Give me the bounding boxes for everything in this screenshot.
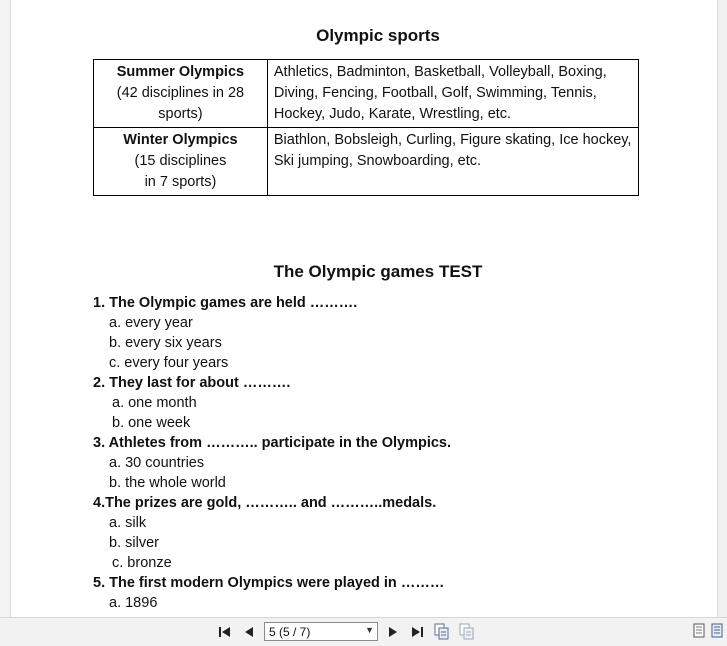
vertical-scrollbar[interactable] (717, 0, 727, 617)
chevron-down-icon: ▼ (365, 625, 374, 635)
answer-option: b. the whole world (109, 475, 226, 491)
sports-list-cell: Biathlon, Bobsleigh, Curling, Figure skating, Ice hockey, Ski jumping, Snowboarding, etc. (267, 128, 638, 196)
answer-option: c. bronze (112, 555, 172, 571)
question: 3. Athletes from ……….. participate in the Olympics. (93, 435, 452, 451)
paste-page-icon[interactable] (459, 623, 473, 640)
document-page (11, 0, 717, 617)
answer-option: b. silver (109, 535, 159, 551)
answer-option: a. 1896 (109, 595, 158, 611)
next-page-icon[interactable] (384, 623, 402, 641)
page-indicator: 5 (5 / 7) (269, 625, 311, 639)
first-page-icon[interactable] (216, 623, 234, 641)
navigation-toolbar (0, 617, 727, 646)
left-margin (0, 0, 11, 617)
previous-page-icon[interactable] (240, 623, 258, 641)
single-page-view-icon[interactable] (693, 623, 707, 640)
question: 1. The Olympic games are held ………. (93, 295, 358, 311)
question: 5. The first modern Olympics were played in ……… (93, 575, 445, 591)
sports-table (93, 59, 639, 196)
question: 4.The prizes are gold, ……….. and ………..medals. (93, 495, 437, 511)
sports-title: Olympic sports (316, 26, 440, 45)
season-detail: sports) (158, 106, 203, 122)
test-title: The Olympic games TEST (273, 262, 483, 281)
season-detail: (42 disciplines in 28 (116, 85, 245, 101)
answer-option: a. one month (112, 395, 197, 411)
season-cell (94, 60, 268, 128)
answer-option: b. every six years (109, 335, 222, 351)
answer-option: a. silk (109, 515, 147, 531)
answer-option: c. every four years (109, 355, 229, 371)
answer-option: a. 30 countries (109, 455, 205, 471)
season-detail: (15 disciplines (134, 153, 227, 169)
answer-option: a. every year (109, 315, 193, 331)
last-page-icon[interactable] (408, 623, 426, 641)
answer-option: b. one week (112, 415, 191, 431)
sports-list-cell: Athletics, Badminton, Basketball, Volleyball, Boxing, Diving, Fencing, Football, Golf, Swimming, Tennis, Hockey, Judo, Karate, Wrestling, etc. (267, 60, 638, 128)
table-row (94, 128, 639, 196)
quiz (93, 293, 653, 613)
two-page-view-icon[interactable] (711, 623, 725, 640)
season-name: Winter Olympics (123, 132, 238, 148)
season-name: Summer Olympics (116, 64, 245, 80)
question: 2. They last for about ………. (93, 375, 291, 391)
table-row (94, 60, 639, 128)
season-cell (94, 128, 268, 196)
page-number-select[interactable] (264, 622, 378, 641)
season-detail: in 7 sports) (144, 174, 217, 190)
copy-page-icon[interactable] (434, 623, 448, 640)
